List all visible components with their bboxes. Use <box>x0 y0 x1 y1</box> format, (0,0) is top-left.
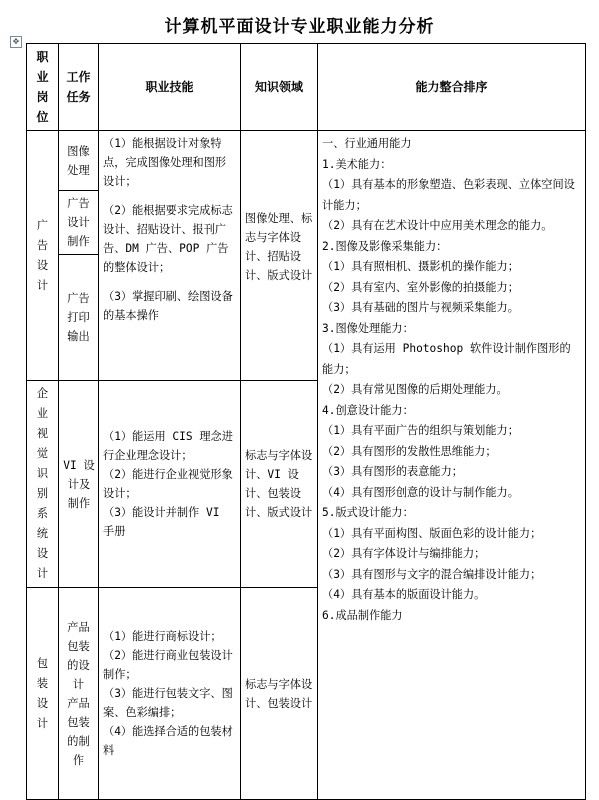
ability-cell: 一、行业通用能力 1.美术能力： （1）具有基本的形象塑造、色彩表现、立体空间设计能力； （2）具有在艺术设计中应用美术理念的能力。 2.图像及影像采集能力： （1）具有照相机、摄影机的操作能力； （2）具有室内、室外影像的拍摄能力； （3）具有基础的图片与视频采集能力。 3.图像处理能力： （1）具有运用 Photoshop 软件设计制作图形的能力； （2）具有常见图像的后期处理能力。 4.创意设计能力： （1）具有平面广告的组织与策划能力； （2）具有图形的发散性思维能力； （3）具有图形的表意能力； （4）具有图形创意的设计与制作能力。 5.版式设计能力： （1）具有平面构图、版面色彩的设计能力； （2）具有字体设计与编排能力； （3）具有图形与文字的混合编排设计能力； （4）具有基本的版面设计能力。 6.成品制作能力 <box>318 131 586 800</box>
position-cell: 广告设计 <box>27 131 59 381</box>
skill-item: （1）能进行商标设计； <box>103 630 222 643</box>
skills-cell <box>99 131 241 381</box>
task-cell: 广告设计制作 <box>59 191 99 255</box>
header-ability: 能力整合排序 <box>318 44 586 131</box>
ability-table <box>26 43 586 800</box>
header-row <box>27 44 586 131</box>
header-task: 工作任务 <box>59 44 99 131</box>
position-cell: 企业视觉识别系统设计 <box>27 381 59 588</box>
knowledge-cell: 标志与字体设计、VI 设计、包装设计、版式设计 <box>241 381 318 588</box>
skill-item: （4）能选择合适的包装材料 <box>103 725 233 757</box>
position-cell: 包装设计 <box>27 588 59 800</box>
skills-cell <box>99 381 241 588</box>
header-knowledge: 知识领域 <box>241 44 318 131</box>
skill-item: （2）能根据要求完成标志设计、招贴设计、报刊广告、DM 广告、POP 广告的整体设计； <box>103 204 233 274</box>
header-skills: 职业技能 <box>99 44 241 131</box>
skill-item: （3）掌握印刷、绘图设备的基本操作 <box>103 290 233 322</box>
task-cell: VI 设计及制作 <box>59 381 99 588</box>
skill-item: （2）能进行商业包装设计制作； <box>103 649 233 681</box>
knowledge-cell: 图像处理、标志与字体设计、招贴设计、版式设计 <box>241 131 318 381</box>
skill-item: （1）能运用 CIS 理念进行企业理念设计； <box>103 430 233 462</box>
task-cell: 广告打印输出 <box>59 255 99 381</box>
table-row <box>27 131 586 191</box>
skill-item: （3）能设计并制作 VI 手册 <box>103 506 220 538</box>
task-cell: 图像处理 <box>59 131 99 191</box>
page-title: 计算机平面设计专业职业能力分析 <box>164 17 435 37</box>
task-cell: 产品包装的设计 产品包装的制作 <box>59 588 99 800</box>
skill-item: （2）能进行企业视觉形象设计； <box>103 468 233 500</box>
table-move-handle-icon[interactable]: ✥ <box>10 36 22 48</box>
knowledge-cell: 标志与字体设计、包装设计 <box>241 588 318 800</box>
skill-item: （3）能进行包装文字、图案、色彩编排； <box>103 687 233 719</box>
header-position: 职业岗位 <box>27 44 59 131</box>
skill-item: （1）能根据设计对象特点，完成图像处理和图形设计； <box>103 137 227 188</box>
skills-cell <box>99 588 241 800</box>
